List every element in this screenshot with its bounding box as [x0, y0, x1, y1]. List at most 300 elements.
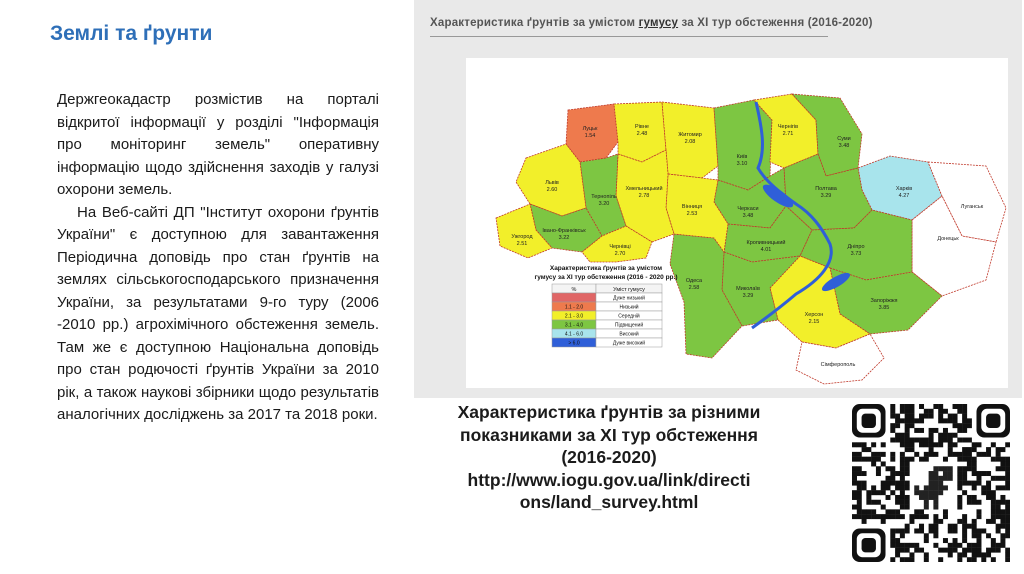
- qr-module: [953, 528, 958, 533]
- region-name: Ужгород: [511, 234, 533, 240]
- qr-module: [986, 533, 991, 538]
- region-value: 2.51: [516, 241, 528, 247]
- qr-module: [953, 404, 958, 409]
- qr-module: [953, 548, 958, 553]
- qr-module: [852, 495, 857, 500]
- qr-module: [943, 409, 948, 414]
- qr-module: [895, 438, 900, 443]
- dino-icon: [924, 505, 929, 510]
- qr-module: [905, 418, 910, 423]
- region-value: 3.85: [878, 305, 890, 311]
- qr-module: [929, 524, 934, 529]
- qr-module: [881, 485, 886, 490]
- qr-module: [900, 433, 905, 438]
- qr-module: [881, 461, 886, 466]
- qr-module: [1005, 500, 1010, 505]
- qr-module: [991, 490, 996, 495]
- qr-module: [962, 514, 967, 519]
- region-name: Суми: [837, 136, 851, 142]
- region-name: Житомир: [678, 132, 702, 138]
- qr-module: [866, 457, 871, 462]
- qr-module: [857, 442, 862, 447]
- qr-module: [914, 428, 919, 433]
- qr-module: [996, 466, 1001, 471]
- qr-module: [881, 442, 886, 447]
- qr-module: [929, 528, 934, 533]
- dino-icon: [948, 466, 953, 471]
- region-name: Луцьк: [582, 126, 598, 132]
- region-name: Запоріжжя: [870, 298, 898, 304]
- dino-icon: [924, 495, 929, 500]
- qr-module: [996, 543, 1001, 548]
- qr-module: [957, 495, 962, 500]
- qr-module: [967, 543, 972, 548]
- qr-module: [900, 557, 905, 562]
- region-name: Одеса: [685, 278, 703, 284]
- qr-module: [890, 452, 895, 457]
- qr-module: [924, 557, 929, 562]
- qr-module: [972, 461, 977, 466]
- qr-module: [976, 509, 981, 514]
- legend-label: Низький: [619, 304, 639, 311]
- dino-icon: [938, 490, 943, 495]
- qr-module: [957, 466, 962, 471]
- map-canvas: [466, 58, 1008, 388]
- qr-code: [852, 404, 1010, 562]
- qr-module: [972, 524, 977, 529]
- qr-module: [948, 418, 953, 423]
- qr-module: [962, 490, 967, 495]
- qr-module: [857, 495, 862, 500]
- region-name: Дніпро: [847, 244, 865, 250]
- region-name: Харків: [895, 186, 913, 192]
- qr-module: [976, 442, 981, 447]
- qr-module: [900, 514, 905, 519]
- qr-module: [862, 471, 867, 476]
- qr-module: [957, 409, 962, 414]
- qr-module: [996, 476, 1001, 481]
- qr-module: [857, 500, 862, 505]
- qr-module: [895, 552, 900, 557]
- map-header-post: за ХІ тур обстеження (2016-2020): [678, 17, 873, 29]
- qr-module: [981, 471, 986, 476]
- qr-module: [943, 509, 948, 514]
- qr-module: [852, 466, 857, 471]
- qr-module: [890, 490, 895, 495]
- qr-module: [976, 476, 981, 481]
- qr-module: [1000, 543, 1005, 548]
- qr-module: [957, 552, 962, 557]
- qr-module: [957, 481, 962, 486]
- qr-module: [972, 557, 977, 562]
- dino-icon: [943, 485, 948, 490]
- qr-module: [957, 519, 962, 524]
- qr-module: [972, 533, 977, 538]
- qr-module: [881, 505, 886, 510]
- qr-module: [1005, 514, 1010, 519]
- qr-module: [857, 466, 862, 471]
- qr-module: [981, 490, 986, 495]
- qr-module: [962, 404, 967, 409]
- qr-module: [938, 519, 943, 524]
- legend-range: > 6.0: [568, 340, 580, 347]
- qr-module: [938, 438, 943, 443]
- qr-module: [900, 404, 905, 409]
- paragraph-2: На Веб-сайті ДП "Інститут охорони ґрунтів України" є доступною для завантаження Періодична доповідь про стан ґрунтів на землях сільськогосподарського призначення України, за результатами 9-го туру (2006 -2010 рр.) агрохімічного обстеження земель. Там же є доступною Національна доповідь про стан родючості ґрунтів України за 2010 рік, а також наукові збірники щодо результатів аналогічних досліджень за 2017 та 2018 роки.: [57, 203, 379, 423]
- qr-module: [905, 414, 910, 419]
- qr-module: [876, 452, 881, 457]
- qr-module: [919, 428, 924, 433]
- qr-module: [962, 409, 967, 414]
- qr-module: [857, 509, 862, 514]
- qr-module: [991, 514, 996, 519]
- qr-module: [976, 528, 981, 533]
- qr-module: [1005, 524, 1010, 529]
- qr-module: [862, 519, 867, 524]
- dino-icon: [929, 476, 934, 481]
- qr-module: [914, 528, 919, 533]
- qr-module: [886, 495, 891, 500]
- qr-module: [919, 514, 924, 519]
- qr-module: [905, 471, 910, 476]
- qr-module: [933, 528, 938, 533]
- qr-module: [933, 442, 938, 447]
- qr-module: [900, 548, 905, 553]
- qr-module: [986, 447, 991, 452]
- qr-module: [996, 505, 1001, 510]
- qr-module: [957, 438, 962, 443]
- qr-module: [933, 428, 938, 433]
- qr-module: [996, 447, 1001, 452]
- qr-module: [957, 505, 962, 510]
- qr-module: [890, 557, 895, 562]
- qr-module: [943, 438, 948, 443]
- qr-module: [996, 514, 1001, 519]
- qr-module: [881, 519, 886, 524]
- qr-module: [1005, 519, 1010, 524]
- qr-module: [909, 404, 914, 409]
- qr-module: [996, 528, 1001, 533]
- map-caption: [430, 401, 788, 514]
- qr-module: [876, 457, 881, 462]
- qr-module: [976, 548, 981, 553]
- qr-module: [900, 481, 905, 486]
- dino-icon: [929, 490, 934, 495]
- qr-module: [996, 485, 1001, 490]
- qr-module: [905, 433, 910, 438]
- dino-icon: [929, 495, 934, 500]
- region-value: 2.08: [684, 139, 696, 145]
- qr-module: [852, 452, 857, 457]
- qr-module: [871, 490, 876, 495]
- qr-module: [900, 471, 905, 476]
- qr-module: [924, 538, 929, 543]
- qr-module: [914, 514, 919, 519]
- qr-module: [953, 442, 958, 447]
- region-name: Рівне: [635, 124, 649, 130]
- qr-module: [895, 414, 900, 419]
- qr-module: [909, 519, 914, 524]
- qr-module: [943, 514, 948, 519]
- legend-title: Характеристика ґрунтів за умістом: [549, 265, 663, 272]
- qr-module: [991, 457, 996, 462]
- qr-module: [967, 452, 972, 457]
- dino-icon: [933, 500, 938, 505]
- qr-module: [871, 509, 876, 514]
- qr-module: [986, 490, 991, 495]
- qr-module: [933, 543, 938, 548]
- dino-icon: [933, 485, 938, 490]
- caption-line: показниками за ХІ тур обстеження: [460, 424, 758, 445]
- qr-module: [886, 466, 891, 471]
- qr-module: [972, 548, 977, 553]
- qr-module: [852, 481, 857, 486]
- qr-module: [1000, 509, 1005, 514]
- qr-module: [976, 552, 981, 557]
- qr-module: [876, 500, 881, 505]
- qr-module: [972, 481, 977, 486]
- region-name: Львів: [545, 180, 559, 186]
- qr-module: [981, 452, 986, 457]
- legend-col-pct: %: [571, 287, 577, 293]
- qr-module: [1005, 505, 1010, 510]
- qr-module: [957, 423, 962, 428]
- qr-module: [905, 438, 910, 443]
- qr-module: [895, 548, 900, 553]
- qr-module: [986, 519, 991, 524]
- qr-module: [967, 495, 972, 500]
- caption-link[interactable]: ons/land_survey.html: [519, 492, 699, 512]
- region-name: Тернопіль: [591, 194, 617, 200]
- qr-module: [890, 423, 895, 428]
- qr-module: [905, 548, 910, 553]
- dino-icon: [919, 490, 924, 495]
- qr-module: [857, 485, 862, 490]
- qr-module: [914, 548, 919, 553]
- qr-module: [976, 543, 981, 548]
- qr-module: [953, 538, 958, 543]
- qr-module: [1005, 442, 1010, 447]
- qr-module: [1005, 457, 1010, 462]
- qr-module: [1000, 538, 1005, 543]
- qr-module: [938, 418, 943, 423]
- dino-icon: [933, 495, 938, 500]
- qr-module: [890, 481, 895, 486]
- dino-icon: [929, 485, 934, 490]
- qr-module: [976, 471, 981, 476]
- qr-module: [905, 404, 910, 409]
- qr-module: [914, 438, 919, 443]
- qr-module: [991, 476, 996, 481]
- qr-module: [871, 485, 876, 490]
- qr-module: [924, 452, 929, 457]
- qr-module: [866, 509, 871, 514]
- qr-module: [895, 471, 900, 476]
- qr-module: [1005, 557, 1010, 562]
- map-image: [414, 0, 1022, 398]
- qr-module: [914, 418, 919, 423]
- qr-module: [924, 438, 929, 443]
- qr-module: [909, 457, 914, 462]
- qr-module: [1005, 528, 1010, 533]
- qr-module: [905, 428, 910, 433]
- qr-module: [871, 514, 876, 519]
- dino-icon: [938, 485, 943, 490]
- qr-module: [957, 452, 962, 457]
- qr-module: [1005, 552, 1010, 557]
- qr-module: [890, 514, 895, 519]
- qr-module: [948, 438, 953, 443]
- qr-module: [929, 409, 934, 414]
- qr-module: [905, 442, 910, 447]
- qr-module: [900, 476, 905, 481]
- qr-module: [900, 418, 905, 423]
- qr-module: [929, 452, 934, 457]
- qr-module: [972, 471, 977, 476]
- qr-module: [957, 404, 962, 409]
- qr-module: [890, 538, 895, 543]
- qr-module: [962, 533, 967, 538]
- legend-range: 3.1 - 4.0: [564, 322, 584, 329]
- qr-module: [890, 414, 895, 419]
- qr-module: [890, 438, 895, 443]
- qr-module: [996, 500, 1001, 505]
- qr-module: [967, 447, 972, 452]
- qr-module: [933, 519, 938, 524]
- legend-label: Підвищений: [614, 322, 644, 329]
- legend-swatch: [552, 293, 596, 302]
- qr-module: [890, 528, 895, 533]
- dino-icon: [943, 471, 948, 476]
- qr-module: [962, 548, 967, 553]
- qr-module: [929, 447, 934, 452]
- qr-module: [866, 500, 871, 505]
- qr-module: [972, 552, 977, 557]
- caption-link[interactable]: http://www.iogu.gov.ua/link/directi: [467, 469, 751, 490]
- dino-icon: [914, 485, 919, 490]
- region-value: 2.15: [808, 319, 820, 325]
- qr-module: [933, 514, 938, 519]
- qr-module: [1000, 466, 1005, 471]
- qr-module: [933, 404, 938, 409]
- qr-module: [948, 414, 953, 419]
- qr-module: [862, 442, 867, 447]
- qr-module: [881, 490, 886, 495]
- qr-module: [962, 528, 967, 533]
- region-name: Херсон: [804, 312, 824, 318]
- qr-module: [900, 461, 905, 466]
- qr-module: [929, 433, 934, 438]
- qr-module: [967, 438, 972, 443]
- region-value: 2.53: [686, 211, 698, 217]
- qr-module: [957, 471, 962, 476]
- region-name: Хмельницький: [625, 186, 663, 192]
- qr-module: [962, 457, 967, 462]
- qr-module: [862, 509, 867, 514]
- qr-module: [986, 485, 991, 490]
- qr-module: [871, 442, 876, 447]
- qr-module: [909, 557, 914, 562]
- qr-module: [981, 485, 986, 490]
- qr-module: [967, 524, 972, 529]
- qr-module: [967, 481, 972, 486]
- qr-module: [905, 409, 910, 414]
- qr-module: [862, 481, 867, 486]
- qr-module: [962, 452, 967, 457]
- qr-module: [938, 548, 943, 553]
- qr-module: [1005, 461, 1010, 466]
- legend-label: Високий: [619, 331, 639, 338]
- qr-module: [862, 447, 867, 452]
- qr-module: [876, 471, 881, 476]
- qr-module: [948, 452, 953, 457]
- qr-module: [881, 514, 886, 519]
- qr-module: [957, 476, 962, 481]
- qr-module: [953, 423, 958, 428]
- qr-module: [962, 538, 967, 543]
- qr-module: [962, 423, 967, 428]
- dino-icon: [924, 490, 929, 495]
- qr-module: [962, 552, 967, 557]
- qr-module: [895, 528, 900, 533]
- qr-module: [919, 457, 924, 462]
- qr-module: [991, 538, 996, 543]
- qr-module: [905, 500, 910, 505]
- qr-module: [962, 418, 967, 423]
- qr-module: [938, 404, 943, 409]
- qr-module: [1005, 548, 1010, 553]
- qr-module: [852, 442, 857, 447]
- ukraine-map: [466, 58, 1008, 388]
- qr-module: [919, 414, 924, 419]
- qr-module: [929, 442, 934, 447]
- qr-module: [909, 423, 914, 428]
- qr-module: [890, 404, 895, 409]
- qr-module: [976, 481, 981, 486]
- map-header-pre: Характеристика ґрунтів за умістом: [430, 17, 639, 29]
- qr-module: [962, 466, 967, 471]
- qr-module: [909, 438, 914, 443]
- qr-module: [905, 466, 910, 471]
- qr-module: [871, 452, 876, 457]
- qr-module: [871, 500, 876, 505]
- qr-module: [943, 548, 948, 553]
- qr-module: [957, 557, 962, 562]
- region-name: Луганськ: [960, 204, 984, 210]
- region-name: Черкаси: [737, 206, 759, 212]
- qr-module: [895, 418, 900, 423]
- qr-module: [938, 414, 943, 419]
- qr-module: [862, 457, 867, 462]
- qr-module: [852, 457, 857, 462]
- qr-module: [972, 543, 977, 548]
- qr-module: [976, 538, 981, 543]
- qr-module: [962, 481, 967, 486]
- qr-module: [962, 471, 967, 476]
- qr-module: [895, 433, 900, 438]
- qr-module: [919, 418, 924, 423]
- qr-module: [986, 552, 991, 557]
- qr-module: [909, 447, 914, 452]
- qr-module: [972, 447, 977, 452]
- qr-module: [900, 533, 905, 538]
- qr-module: [929, 428, 934, 433]
- qr-module: [890, 428, 895, 433]
- qr-module: [986, 495, 991, 500]
- qr-module: [905, 528, 910, 533]
- dino-icon: [933, 476, 938, 481]
- qr-module: [953, 433, 958, 438]
